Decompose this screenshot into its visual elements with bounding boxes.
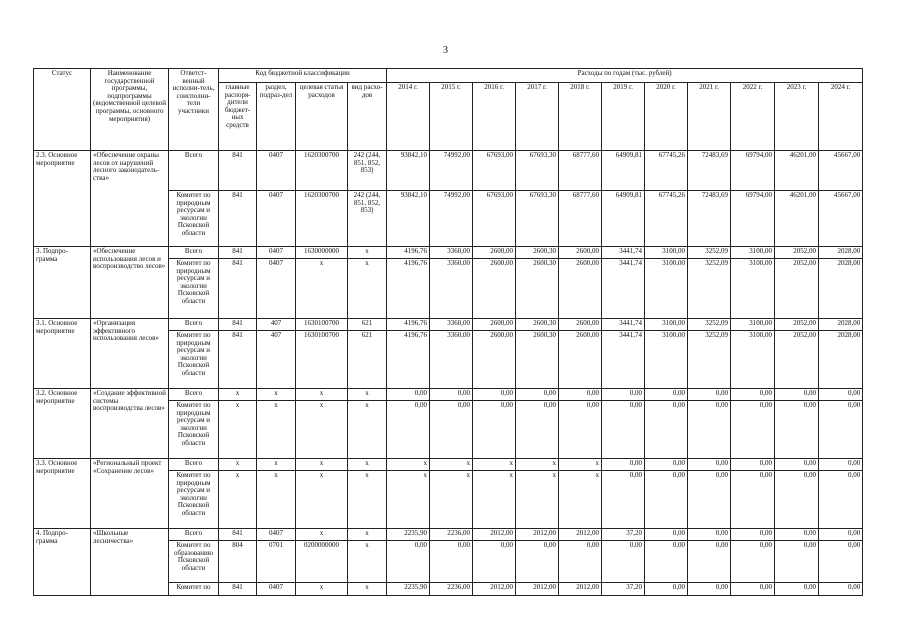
row-code: х [296,529,348,541]
row-value: 2052,00 [775,259,819,319]
row-value: 0,00 [559,389,602,401]
row-value: 2600,00 [473,259,516,319]
row-code: х [219,471,257,529]
row-value: 2600,30 [516,331,559,389]
row-code: 0200000000 [296,541,348,583]
row-value: 69794,00 [731,151,775,191]
row-value: 2600,00 [473,319,516,331]
row-value: 0,00 [645,583,688,596]
row-value: 4196,76 [387,259,430,319]
row-value: 0,00 [819,471,863,529]
row-value: 0,00 [775,529,819,541]
row-code: х [296,259,348,319]
row-value: 37,20 [602,583,645,596]
row-name: «Обеспечение использования лесов и воспроизводство лесов» [91,247,169,319]
row-value: 2052,00 [775,247,819,259]
row-code: 0407 [257,247,296,259]
row-value: 2600,00 [473,331,516,389]
row-value: 37,20 [602,529,645,541]
row-value: 0,00 [775,541,819,583]
row-value: 4196,76 [387,247,430,259]
row-value: 2600,00 [559,247,602,259]
row-value: 2052,00 [775,331,819,389]
row-value: 0,00 [819,541,863,583]
row-value: 46201,00 [775,191,819,247]
row-value: х [516,459,559,471]
row-value: 0,00 [688,583,731,596]
row-code: х [348,259,387,319]
row-value: 3441,74 [602,319,645,331]
row-value: 2600,30 [516,319,559,331]
row-value: 0,00 [688,389,731,401]
row-value: 0,00 [775,401,819,459]
row-code: х [257,459,296,471]
row-value: 67745,26 [645,151,688,191]
row-value: х [559,459,602,471]
row-code: 1630000000 [296,247,348,259]
row-name: «Организация эффективного использования лесов» [91,319,169,389]
row-value: 2028,00 [819,331,863,389]
row-value: 2012,00 [473,583,516,596]
row-value: 67693,30 [516,191,559,247]
row-value: 0,00 [559,401,602,459]
row-value: 3100,00 [645,259,688,319]
row-value: 3100,00 [731,319,775,331]
row-value: 0,00 [430,401,473,459]
row-value: 2012,00 [559,529,602,541]
header-code-3: вид расхо-дов [348,83,387,151]
row-value: 3100,00 [731,331,775,389]
row-value: 0,00 [688,529,731,541]
row-value: 2012,00 [559,583,602,596]
row-value: 0,00 [775,583,819,596]
row-code: 841 [219,247,257,259]
row-code: х [348,541,387,583]
table-header [34,69,863,151]
row-code: 0701 [257,541,296,583]
row-status: 4. Подпро-грамма [34,529,91,596]
row-executor: Комитет по природным ресурсам и экологии Псковской области [169,191,219,247]
row-value: х [387,471,430,529]
row-value: 0,00 [430,541,473,583]
table-row [34,389,863,401]
row-value: 3252,09 [688,331,731,389]
row-executor: Всего [169,247,219,259]
row-value: 2236,00 [430,529,473,541]
row-value: 2600,00 [559,259,602,319]
row-value: х [387,459,430,471]
row-executor: Комитет по природным ресурсам и экологии Псковской области [169,259,219,319]
row-value: 3252,09 [688,247,731,259]
row-code: х [296,401,348,459]
header-year: 2024 г. [819,83,863,151]
row-name: «Школьные лесничества» [91,529,169,596]
row-code: 0407 [257,259,296,319]
row-value: 0,00 [430,389,473,401]
row-executor: Комитет по природным ресурсам и экологии Псковской области [169,401,219,459]
row-code: х [296,583,348,596]
row-value: 64909,81 [602,151,645,191]
row-code: 1620300700 [296,151,348,191]
row-executor: Всего [169,529,219,541]
row-value: 0,00 [731,389,775,401]
row-code: х [257,389,296,401]
row-value: 2235,90 [387,583,430,596]
row-value: 74992,00 [430,191,473,247]
row-executor: Всего [169,459,219,471]
header-status: Статус [34,69,91,151]
row-value: 0,00 [602,389,645,401]
row-value: 0,00 [602,401,645,459]
table-row [34,319,863,331]
row-value: 93842,10 [387,151,430,191]
row-value: 0,00 [516,541,559,583]
row-value: 74992,00 [430,151,473,191]
row-value: 0,00 [688,401,731,459]
row-code: 804 [219,541,257,583]
row-value: 0,00 [559,541,602,583]
row-name: «Создание эффективной системы воспроизводства лесов» [91,389,169,459]
row-value: 0,00 [473,541,516,583]
row-value: 0,00 [645,389,688,401]
row-code: х [219,401,257,459]
row-value: 72483,69 [688,151,731,191]
row-value: 0,00 [731,529,775,541]
row-executor: Комитет по природным ресурсам и экологии Псковской области [169,331,219,389]
row-executor: Всего [169,319,219,331]
header-executor: Ответст-венный исполни-тель, соисполни-тели участники [169,69,219,151]
row-value: 67693,00 [473,151,516,191]
row-value: 4196,76 [387,319,430,331]
row-status: 3. Подпро-грамма [34,247,91,319]
row-value: 0,00 [731,459,775,471]
table-row [34,151,863,191]
row-value: х [559,471,602,529]
row-value: 0,00 [387,401,430,459]
row-value: 2028,00 [819,247,863,259]
row-name: «Обеспечение охраны лесов от нарушений лесного законодатель-ства» [91,151,169,247]
row-value: 0,00 [645,541,688,583]
row-code: х [348,529,387,541]
row-value: 64909,81 [602,191,645,247]
row-value: 3100,00 [645,247,688,259]
row-value: 2012,00 [516,529,559,541]
row-value: 0,00 [688,541,731,583]
row-code: 1620300700 [296,191,348,247]
header-code-0: главные распоря-дители бюджет-ных средств [219,83,257,151]
row-value: 0,00 [645,471,688,529]
row-value: х [473,471,516,529]
row-value: 0,00 [775,389,819,401]
row-value: 0,00 [645,401,688,459]
row-code: 841 [219,151,257,191]
row-value: 0,00 [645,459,688,471]
row-value: 2600,30 [516,247,559,259]
row-value: 0,00 [473,389,516,401]
header-year: 2018 г. [559,83,602,151]
row-code: х [348,583,387,596]
row-value: 0,00 [516,401,559,459]
row-code: 841 [219,191,257,247]
row-code: х [348,471,387,529]
row-code: 0407 [257,583,296,596]
row-value: 3441,74 [602,331,645,389]
header-name: Наименование государственной программы, подпрограммы (ведомственной целевой программы, основного мероприятия) [91,69,169,151]
row-status: 2.3. Основное мероприятие [34,151,91,247]
row-value: 68777,60 [559,151,602,191]
row-value: 0,00 [731,583,775,596]
row-value: 2052,00 [775,319,819,331]
row-value: 3360,00 [430,259,473,319]
header-year: 2017 г. [516,83,559,151]
header-year: 2020 г. [645,83,688,151]
row-code: х [296,389,348,401]
header-year: 2014 г. [387,83,430,151]
header-year: 2022 г. [731,83,775,151]
row-code: 841 [219,259,257,319]
row-value: 2012,00 [473,529,516,541]
row-value: 0,00 [602,471,645,529]
row-value: 2236,00 [430,583,473,596]
row-value: 68777,60 [559,191,602,247]
row-code: 841 [219,319,257,331]
row-executor: Комитет по [169,583,219,596]
row-executor: Комитет по образованию Псковской области [169,541,219,583]
row-value: 2600,00 [559,319,602,331]
row-code: 841 [219,529,257,541]
header-year: 2015 г. [430,83,473,151]
row-code: 0407 [257,151,296,191]
row-value: 0,00 [819,389,863,401]
row-code: 242 (244, 851, 852, 853) [348,151,387,191]
row-value: 2600,00 [559,331,602,389]
row-value: 3360,00 [430,331,473,389]
row-code: 242 (244, 851, 852, 853) [348,191,387,247]
row-value: 0,00 [688,471,731,529]
row-value: 3100,00 [731,259,775,319]
row-value: х [516,471,559,529]
row-value: х [430,471,473,529]
row-value: 69794,00 [731,191,775,247]
row-code: х [348,459,387,471]
row-value: х [430,459,473,471]
header-codes-group: Код бюджетной классификации [219,69,387,83]
table-row [34,459,863,471]
row-value: 0,00 [602,459,645,471]
row-value: 3441,74 [602,259,645,319]
row-value: 46201,00 [775,151,819,191]
row-status: 3.3. Основное мероприятие [34,459,91,529]
row-value: 0,00 [602,541,645,583]
row-code: 841 [219,331,257,389]
row-name: «Региональный проект «Сохранение лесов» [91,459,169,529]
row-value: 0,00 [731,401,775,459]
row-value: 3100,00 [645,331,688,389]
row-value: 45667,00 [819,191,863,247]
row-code: 841 [219,583,257,596]
row-code: х [219,459,257,471]
row-value: 3100,00 [645,319,688,331]
row-value: 2012,00 [516,583,559,596]
row-value: 0,00 [688,459,731,471]
row-value: 2600,00 [473,247,516,259]
table-row [34,529,863,541]
row-value: 3100,00 [731,247,775,259]
header-year: 2021 г. [688,83,731,151]
table-body [34,151,863,596]
row-value: 0,00 [775,459,819,471]
row-value: 3360,00 [430,319,473,331]
row-value: 2028,00 [819,319,863,331]
row-value: 45667,00 [819,151,863,191]
row-value: 3441,74 [602,247,645,259]
row-code: х [348,401,387,459]
row-status: 3.1. Основное мероприятие [34,319,91,389]
table-row [34,247,863,259]
row-code: 407 [257,319,296,331]
row-value: 93842,10 [387,191,430,247]
row-value: 0,00 [731,471,775,529]
row-executor: Комитет по природным ресурсам и экологии Псковской области [169,471,219,529]
row-value: 67693,30 [516,151,559,191]
row-value: 0,00 [516,389,559,401]
row-code: 1630100700 [296,331,348,389]
row-value: 4196,76 [387,331,430,389]
row-value: х [473,459,516,471]
row-code: х [219,389,257,401]
row-code: х [348,247,387,259]
row-value: 0,00 [819,583,863,596]
row-code: х [257,401,296,459]
row-value: 2235,90 [387,529,430,541]
row-code: 0407 [257,529,296,541]
header-year: 2016 г. [473,83,516,151]
row-value: 0,00 [819,529,863,541]
page-number: 3 [443,45,448,56]
row-value: 0,00 [645,529,688,541]
row-value: 0,00 [819,459,863,471]
header-year: 2019 г. [602,83,645,151]
row-value: 0,00 [387,541,430,583]
row-value: 0,00 [819,401,863,459]
row-executor: Всего [169,389,219,401]
row-code: 1630100700 [296,319,348,331]
row-status: 3.2. Основное мероприятие [34,389,91,459]
row-code: х [348,389,387,401]
row-code: 407 [257,331,296,389]
row-code: 0407 [257,191,296,247]
row-value: 3252,09 [688,319,731,331]
row-value: 0,00 [775,471,819,529]
header-code-2: целевая статья расходов [296,83,348,151]
row-value: 0,00 [473,401,516,459]
budget-table [33,68,863,596]
row-executor: Всего [169,151,219,191]
row-value: 72483,69 [688,191,731,247]
row-value: 3252,09 [688,259,731,319]
row-code: 621 [348,319,387,331]
row-code: х [296,471,348,529]
header-years-group: Расходы по годам (тыс. рублей) [387,69,863,83]
row-value: 0,00 [387,389,430,401]
header-code-1: раздел, подраз-дел [257,83,296,151]
row-value: 3360,00 [430,247,473,259]
row-value: 2028,00 [819,259,863,319]
row-value: 67693,00 [473,191,516,247]
row-value: 0,00 [731,541,775,583]
row-code: х [296,459,348,471]
row-value: 67745,26 [645,191,688,247]
row-code: 621 [348,331,387,389]
header-year: 2023 г. [775,83,819,151]
row-code: х [257,471,296,529]
row-value: 2600,30 [516,259,559,319]
